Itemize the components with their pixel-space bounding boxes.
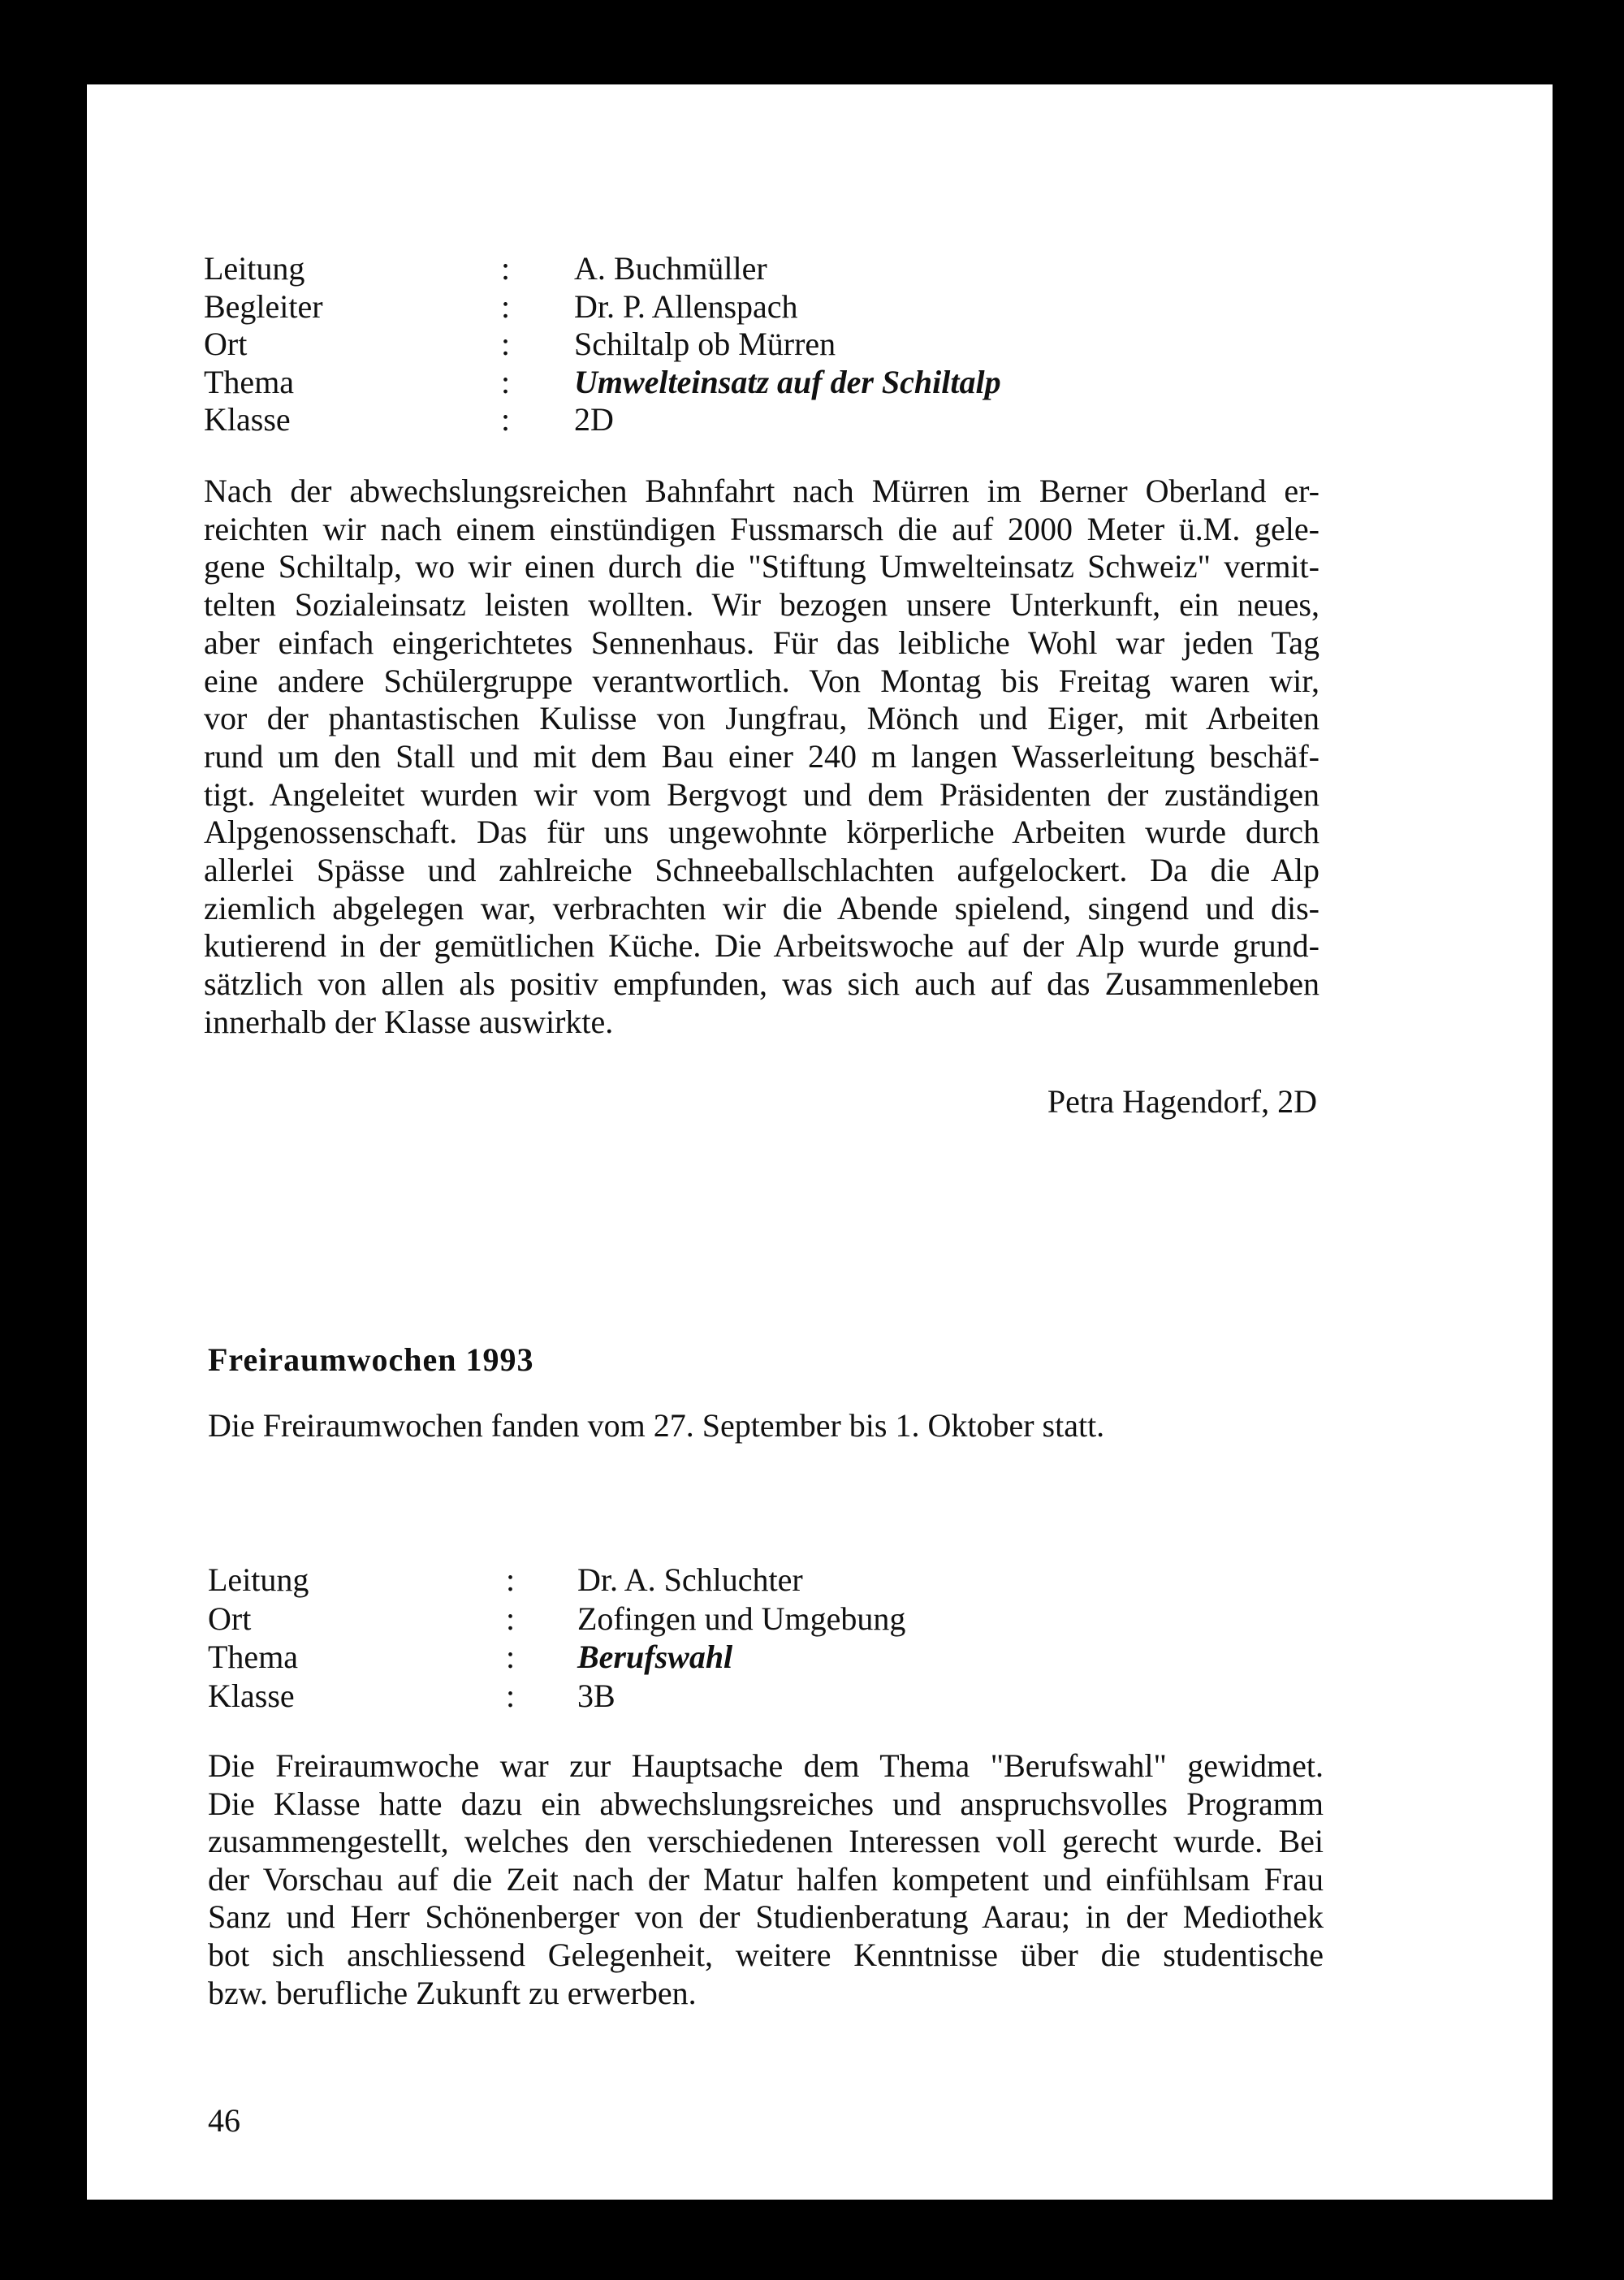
meta-separator: : xyxy=(501,363,511,400)
meta-separator: : xyxy=(501,287,511,325)
meta-value: Dr. A. Schluchter xyxy=(577,1561,803,1598)
meta-value: 3B xyxy=(577,1677,615,1714)
section-heading: Freiraumwochen 1993 xyxy=(208,1341,534,1378)
meta-value: Dr. P. Allenspach xyxy=(574,287,798,325)
meta-separator: : xyxy=(501,250,511,287)
meta-row xyxy=(87,1678,899,1715)
paragraph-line: tigt. Angeleitet wurden wir vom Bergvogt und dem Präsidenten der zuständigen xyxy=(204,775,1320,813)
paragraph-line: allerlei Spässe und zahlreiche Schneeballschlachten aufgelockert. Da die Alp xyxy=(204,852,1320,888)
meta-row xyxy=(87,363,1001,401)
meta-value: Berufswahl xyxy=(577,1639,733,1675)
meta-separator: : xyxy=(506,1600,516,1637)
meta-separator: : xyxy=(501,401,511,438)
paragraph-line: telten Sozialeinsatz leisten wollten. Wir bezogen unsere Unterkunft, ein neues, xyxy=(204,586,1320,624)
author-signature: Petra Hagendorf, 2D xyxy=(1047,1083,1317,1120)
meta-row xyxy=(87,1561,899,1599)
meta-row xyxy=(87,401,899,438)
paragraph-line: gene Schiltalp, wo wir einen durch die "Stiftung Umwelteinsatz Schweiz" vermit- xyxy=(204,548,1320,585)
meta-label: Leitung xyxy=(208,1561,309,1598)
meta-value: 2D xyxy=(574,401,614,438)
meta-label: Thema xyxy=(204,363,295,400)
paragraph-line: eine andere Schülergruppe verantwortlich. Von Montag bis Freitag waren wir, xyxy=(204,662,1320,699)
paragraph-line: Die Freiraumwoche war zur Hauptsache dem Thema "Berufswahl" gewidmet. xyxy=(208,1747,1324,1784)
meta-value: Zofingen und Umgebung xyxy=(577,1600,906,1637)
document-page xyxy=(87,84,1553,2200)
meta-label: Ort xyxy=(208,1600,252,1637)
paragraph-line: Nach der abwechslungsreichen Bahnfahrt nach Mürren im Berner Oberland er- xyxy=(204,473,1320,509)
paragraph-line: zusammengestellt, welches den verschiedenen Interessen voll gerecht wurde. Bei xyxy=(208,1823,1324,1860)
meta-label: Klasse xyxy=(208,1677,295,1714)
meta-label: Begleiter xyxy=(204,287,323,325)
paragraph-line: reichten wir nach einem einstündigen Fussmarsch die auf 2000 Meter ü.M. gele- xyxy=(204,510,1320,547)
meta-label: Thema xyxy=(208,1639,299,1675)
paragraph-line: Die Klasse hatte dazu ein abwechslungsreiches und anspruchsvolles Programm xyxy=(208,1785,1324,1822)
page-number: 46 xyxy=(208,2102,240,2139)
paragraph-line: Sanz und Herr Schönenberger von der Studienberatung Aarau; in der Mediothek xyxy=(208,1898,1324,1936)
paragraph-line: Alpgenossenschaft. Das für uns ungewohnte körperliche Arbeiten wurde durch xyxy=(204,814,1320,851)
meta-value: A. Buchmüller xyxy=(574,250,767,287)
meta-value: Umwelteinsatz auf der Schiltalp xyxy=(574,363,1001,400)
paragraph-line: bzw. berufliche Zukunft zu erwerben. xyxy=(208,1974,697,2011)
paragraph-line: ziemlich abgelegen war, verbrachten wir die Abende spielend, singend und dis- xyxy=(204,889,1320,926)
meta-label: Leitung xyxy=(204,250,305,287)
meta-row xyxy=(87,326,899,363)
meta-label: Ort xyxy=(204,326,248,362)
paragraph-line: kutierend in der gemütlichen Küche. Die Arbeitswoche auf der Alp wurde grund- xyxy=(204,927,1320,965)
paragraph-line: vor der phantastischen Kulisse von Jungfrau, Mönch und Eiger, mit Arbeiten xyxy=(204,700,1320,737)
meta-value: Schiltalp ob Mürren xyxy=(574,326,836,362)
meta-separator: : xyxy=(506,1561,516,1598)
paragraph-line: bot sich anschliessend Gelegenheit, weitere Kenntnisse über die studentische xyxy=(208,1937,1324,1973)
meta-row xyxy=(87,1600,906,1638)
paragraph-line: der Vorschau auf die Zeit nach der Matur halfen kompetent und einfühlsam Frau xyxy=(208,1860,1324,1898)
meta-row xyxy=(87,250,899,287)
meta-label: Klasse xyxy=(204,401,291,438)
meta-separator: : xyxy=(506,1639,516,1675)
meta-row xyxy=(87,1639,899,1676)
paragraph-line: innerhalb der Klasse auswirkte. xyxy=(204,1003,614,1040)
section-intro: Die Freiraumwochen fanden vom 27. September bis 1. Oktober statt. xyxy=(208,1407,1105,1444)
meta-separator: : xyxy=(501,326,511,362)
paragraph-line: rund um den Stall und mit dem Bau einer 240 m langen Wasserleitung beschäf- xyxy=(204,737,1320,775)
paragraph-line: sätzlich von allen als positiv empfunden, was sich auch auf das Zusammenleben xyxy=(204,965,1320,1003)
meta-separator: : xyxy=(506,1677,516,1714)
paragraph-line: aber einfach eingerichtetes Sennenhaus. Für das leibliche Wohl war jeden Tag xyxy=(204,624,1320,661)
meta-row xyxy=(87,288,899,326)
